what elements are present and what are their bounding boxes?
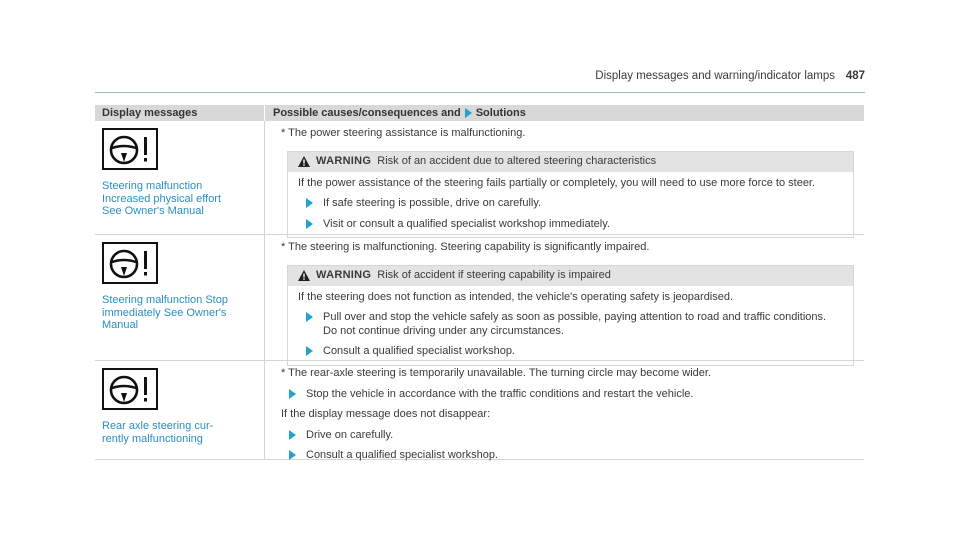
display-message-cell (95, 235, 265, 360)
warning-title: Risk of accident if steering capability is impaired (377, 268, 611, 281)
triangle-arrow-icon (289, 450, 296, 460)
causes-cell (265, 235, 864, 360)
messages-table (95, 105, 864, 460)
warning-word: WARNING (316, 268, 372, 281)
warning-triangle-icon (298, 270, 310, 281)
header-rule (95, 92, 865, 93)
column-header-display-messages: Display messages (102, 107, 198, 119)
warning-text: If the power assistance of the steering fails partially or completely, you will need to use more force to steer. (298, 176, 816, 189)
bullet-text: Consult a qualified specialist workshop. (323, 345, 515, 357)
display-message-label (102, 180, 264, 218)
table-row (95, 361, 864, 460)
warning-header (288, 152, 853, 172)
bullet-text: Pull over and stop the vehicle safely as soon as possible, paying attention to road and traffic conditions. Do not continue driving under any circumstances. (323, 311, 827, 337)
warning-text: If the steering does not function as intended, the vehicle's operating safety is jeopardised. (298, 290, 734, 303)
list-item (298, 197, 843, 211)
triangle-arrow-icon (289, 389, 296, 399)
warning-title: Risk of an accident due to altered steering characteristics (377, 154, 657, 167)
steering-wheel-exclamation-icon (102, 128, 158, 170)
display-message-cell (95, 121, 265, 234)
causes-cell (265, 361, 864, 459)
label-line: Increased physical effort (102, 192, 222, 205)
causes-cell (265, 121, 864, 234)
warning-word: WARNING (316, 154, 372, 167)
label-line: Steering malfunction Stop (102, 294, 228, 306)
warning-box (287, 265, 854, 366)
bullet-text: Visit or consult a qualified specialist workshop immediately. (323, 217, 610, 230)
label-line: Rear axle steering cur- (102, 420, 214, 432)
table-row (95, 121, 864, 235)
bullet-text: Stop the vehicle in accordance with the traffic conditions and restart the vehicle. (306, 387, 694, 400)
warning-triangle-icon (298, 156, 310, 167)
table-header (95, 105, 864, 121)
running-header-title: Display messages and warning/indicator lamps (595, 70, 835, 82)
triangle-arrow-icon (465, 108, 472, 118)
display-message-label (102, 420, 264, 445)
bullet-text: If safe steering is possible, drive on carefully. (323, 197, 542, 209)
cause-intro: * The power steering assistance is malfunctioning. (281, 127, 526, 139)
steering-wheel-exclamation-icon (102, 242, 158, 284)
list-item (298, 345, 843, 359)
label-line: Manual (102, 319, 139, 331)
solution-list (275, 388, 854, 402)
warning-header (288, 266, 853, 286)
warning-body (288, 172, 853, 238)
cause-intro: * The steering is malfunctioning. Steering capability is significantly impaired. (281, 241, 650, 253)
triangle-arrow-icon (306, 198, 313, 208)
page-number: 487 (845, 70, 865, 82)
warning-body (288, 286, 853, 365)
triangle-arrow-icon (306, 346, 313, 356)
bullet-text: Drive on carefully. (306, 428, 394, 441)
label-line: Steering malfunction (102, 180, 203, 192)
label-line: immediately See Owner's (102, 306, 227, 319)
column-header-causes (264, 105, 864, 121)
table-row (95, 235, 864, 361)
warning-box (287, 151, 854, 239)
list-item (281, 388, 854, 402)
label-line: See Owner's Manual (102, 205, 204, 217)
list-item (281, 429, 854, 443)
label-line: rently malfunctioning (102, 432, 203, 445)
steering-wheel-exclamation-icon (102, 368, 158, 410)
display-message-label (102, 294, 264, 332)
solution-list (275, 429, 854, 463)
display-message-cell (95, 361, 265, 459)
triangle-arrow-icon (306, 219, 313, 229)
cause-intro: * The rear-axle steering is temporarily unavailable. The turning circle may become wider. (281, 367, 712, 379)
triangle-arrow-icon (306, 312, 313, 322)
bullet-text: Consult a qualified specialist workshop. (306, 449, 498, 461)
list-item (298, 218, 843, 232)
column-header-solutions-text: Solutions (475, 107, 526, 119)
list-item (281, 449, 854, 463)
triangle-arrow-icon (289, 430, 296, 440)
condition-text: If the display message does not disappear: (281, 408, 491, 420)
column-header-causes-text: Possible causes/consequences and (273, 107, 461, 119)
list-item (298, 311, 843, 338)
